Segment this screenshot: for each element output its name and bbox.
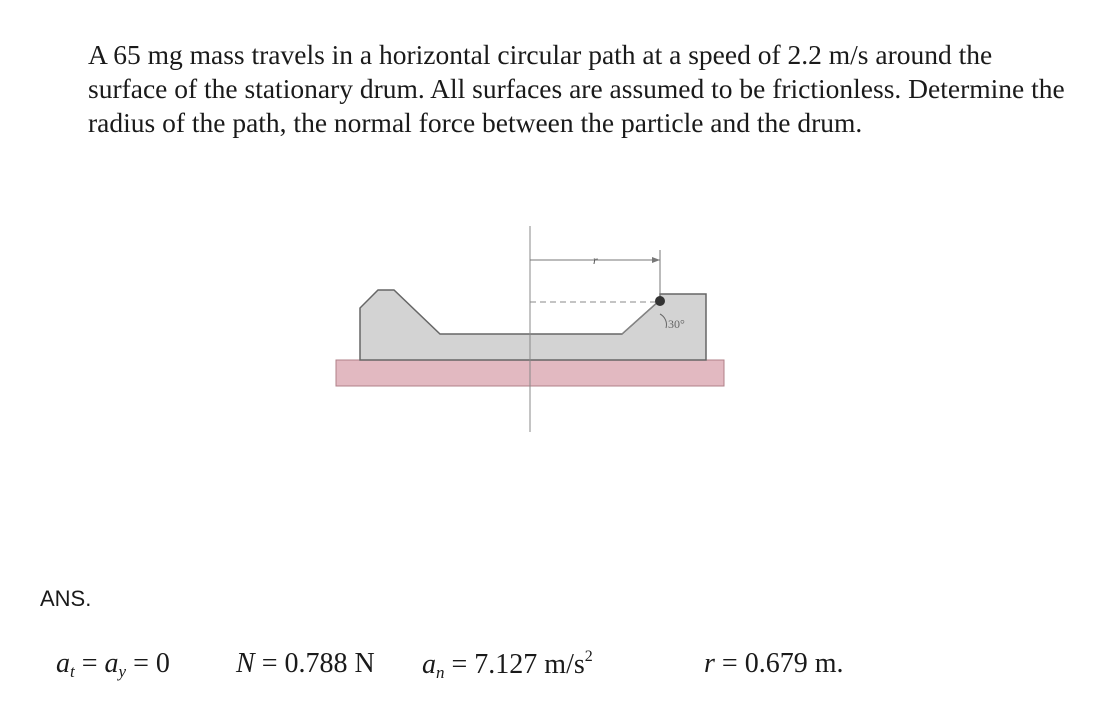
eq1-rest: = 0	[126, 648, 170, 679]
eq2-rest: = 0.788 N	[254, 648, 375, 679]
eq1-a2: a	[104, 648, 119, 679]
eq3-a: a	[422, 649, 436, 680]
radius-label: r	[593, 253, 598, 267]
radius-arrowhead	[652, 257, 660, 263]
equation-acceleration-components	[56, 648, 170, 682]
equation-normal-acceleration	[422, 648, 593, 683]
drum-figure	[330, 218, 730, 438]
eq1-sub-y: y	[118, 662, 127, 681]
eq1-equals: =	[74, 648, 105, 679]
eq3-sub: n	[436, 663, 445, 682]
drum-body	[360, 290, 706, 360]
eq2-symbol: N	[236, 648, 255, 679]
eq3-sup: 2	[584, 648, 593, 665]
answer-label: ANS.	[40, 586, 92, 611]
angle-label: 30°	[668, 317, 685, 331]
equation-normal-force	[236, 648, 375, 680]
problem-statement: A 65 mg mass travels in a horizontal circular path at a speed of 2.2 m/s around the surface of the stationary drum. All surfaces are assumed to be frictionless. Determine the radius of the path, the normal force between the particle and the drum.	[88, 39, 1065, 138]
eq4-symbol: r	[704, 648, 715, 679]
particle	[655, 296, 665, 306]
eq4-rest: = 0.679 m.	[714, 648, 844, 679]
eq3-rest: = 7.127 m/s	[444, 649, 585, 680]
eq1-sub-t: t	[70, 662, 75, 681]
equation-radius	[704, 648, 843, 680]
eq1-a: a	[56, 648, 70, 679]
